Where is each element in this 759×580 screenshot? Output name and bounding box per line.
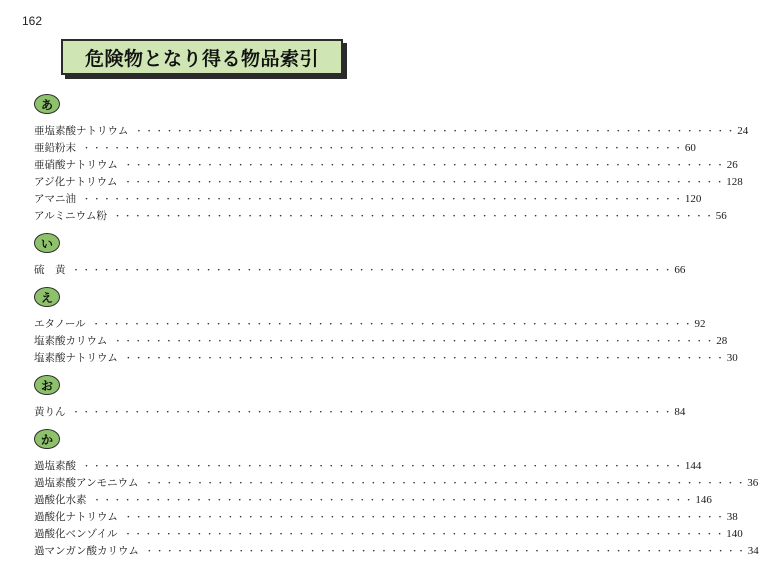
index-entry <box>34 492 712 509</box>
entry-page-number: 26 <box>726 159 738 171</box>
entry-name: 亜鉛粉末 <box>34 142 76 154</box>
index-entry <box>34 191 702 208</box>
entry-page-number: 140 <box>726 528 743 540</box>
index-section <box>34 287 738 367</box>
dot-leader: ・・・・・・・・・・・・・・・・・・・・・・・・・・・・・・・・・・・・・・・・・・・・・・・・・・・・・・・・・・・ <box>82 144 684 154</box>
entry-name: 亜塩素酸ナトリウム <box>34 125 129 137</box>
index-entry <box>34 208 727 225</box>
entry-name: 過塩素酸 <box>34 460 76 472</box>
title-box <box>61 39 343 75</box>
dot-leader: ・・・・・・・・・・・・・・・・・・・・・・・・・・・・・・・・・・・・・・・・・・・・・・・・・・・・・・・・・・・ <box>123 530 726 540</box>
entry-name: 硫 黄 <box>34 264 66 276</box>
entry-name: 過塩素酸アンモニウム <box>34 477 139 489</box>
dot-leader: ・・・・・・・・・・・・・・・・・・・・・・・・・・・・・・・・・・・・・・・・・・・・・・・・・・・・・・・・・・・ <box>134 127 737 137</box>
index-entry <box>34 316 706 333</box>
dot-leader: ・・・・・・・・・・・・・・・・・・・・・・・・・・・・・・・・・・・・・・・・・・・・・・・・・・・・・・・・・・・ <box>144 479 747 489</box>
entry-name: アルミニウム粉 <box>34 210 107 222</box>
dot-leader: ・・・・・・・・・・・・・・・・・・・・・・・・・・・・・・・・・・・・・・・・・・・・・・・・・・・・・・・・・・・ <box>123 354 726 364</box>
entry-name: アマニ油 <box>34 193 76 205</box>
entry-page-number: 36 <box>747 477 759 489</box>
index-section <box>34 94 749 225</box>
dot-leader: ・・・・・・・・・・・・・・・・・・・・・・・・・・・・・・・・・・・・・・・・・・・・・・・・・・・・・・・・・・・ <box>71 408 674 418</box>
entry-page-number: 56 <box>715 210 727 222</box>
index-entry <box>34 458 702 475</box>
entry-name: アジ化ナトリウム <box>34 176 118 188</box>
entry-name: 塩素酸ナトリウム <box>34 352 118 364</box>
dot-leader: ・・・・・・・・・・・・・・・・・・・・・・・・・・・・・・・・・・・・・・・・・・・・・・・・・・・・・・・・・・・ <box>113 337 716 347</box>
dot-leader: ・・・・・・・・・・・・・・・・・・・・・・・・・・・・・・・・・・・・・・・・・・・・・・・・・・・・・・・・・・・ <box>123 161 726 171</box>
index-entry <box>34 333 728 350</box>
entry-page-number: 92 <box>694 318 706 330</box>
entry-page-number: 144 <box>684 460 702 472</box>
index-entry <box>34 350 738 367</box>
dot-leader: ・・・・・・・・・・・・・・・・・・・・・・・・・・・・・・・・・・・・・・・・・・・・・・・・・・・・・・・・・・・ <box>123 513 726 523</box>
entry-page-number: 60 <box>684 142 696 154</box>
index-entry <box>34 543 759 560</box>
entry-name: 塩素酸カリウム <box>34 335 108 347</box>
entry-name: 黄りん <box>34 406 66 418</box>
entry-page-number: 66 <box>674 264 686 276</box>
index-section <box>34 233 686 279</box>
entry-page-number: 38 <box>726 511 738 523</box>
index-entry <box>34 509 738 526</box>
kana-heading-badge: か <box>34 429 60 449</box>
index-entry <box>34 526 743 543</box>
dot-leader: ・・・・・・・・・・・・・・・・・・・・・・・・・・・・・・・・・・・・・・・・・・・・・・・・・・・・・・・・・・・ <box>92 496 695 506</box>
index-section <box>34 375 686 421</box>
entry-name: エタノール <box>34 318 86 330</box>
entry-page-number: 24 <box>737 125 749 137</box>
index-entry <box>34 140 696 157</box>
index-title-frame <box>61 39 343 75</box>
kana-heading-badge: え <box>34 287 60 307</box>
entry-page-number: 84 <box>674 406 686 418</box>
entry-page-number: 34 <box>747 545 759 557</box>
entry-name: 過酸化ナトリウム <box>34 511 118 523</box>
dot-leader: ・・・・・・・・・・・・・・・・・・・・・・・・・・・・・・・・・・・・・・・・・・・・・・・・・・・・・・・・・・・ <box>112 212 715 222</box>
entry-page-number: 28 <box>716 335 728 347</box>
kana-heading-badge: あ <box>34 94 60 114</box>
page-title: 危険物となり得る物品索引 <box>84 47 319 70</box>
index-entry <box>34 123 749 140</box>
kana-heading-badge: い <box>34 233 60 253</box>
index-sections <box>34 94 759 568</box>
kana-heading-badge: お <box>34 375 60 395</box>
index-entry <box>34 404 686 421</box>
index-entry <box>34 262 686 279</box>
dot-leader: ・・・・・・・・・・・・・・・・・・・・・・・・・・・・・・・・・・・・・・・・・・・・・・・・・・・・・・・・・・・ <box>82 195 684 205</box>
entry-name: 過酸化ベンゾイル <box>34 528 118 540</box>
entry-name: 過酸化水素 <box>34 494 87 506</box>
dot-leader: ・・・・・・・・・・・・・・・・・・・・・・・・・・・・・・・・・・・・・・・・・・・・・・・・・・・・・・・・・・・ <box>123 178 726 188</box>
entry-page-number: 120 <box>684 193 702 205</box>
entry-name: 過マンガン酸カリウム <box>34 545 139 557</box>
entry-name: 亜硝酸ナトリウム <box>34 159 118 171</box>
entry-page-number: 30 <box>726 352 738 364</box>
page-number: 162 <box>22 14 43 28</box>
index-entry <box>34 157 738 174</box>
index-section <box>34 429 759 560</box>
entry-page-number: 146 <box>695 494 712 506</box>
dot-leader: ・・・・・・・・・・・・・・・・・・・・・・・・・・・・・・・・・・・・・・・・・・・・・・・・・・・・・・・・・・・ <box>82 462 684 472</box>
dot-leader: ・・・・・・・・・・・・・・・・・・・・・・・・・・・・・・・・・・・・・・・・・・・・・・・・・・・・・・・・・・・ <box>144 547 747 557</box>
dot-leader: ・・・・・・・・・・・・・・・・・・・・・・・・・・・・・・・・・・・・・・・・・・・・・・・・・・・・・・・・・・・ <box>71 266 674 276</box>
entry-page-number: 128 <box>726 176 743 188</box>
index-entry <box>34 174 743 191</box>
dot-leader: ・・・・・・・・・・・・・・・・・・・・・・・・・・・・・・・・・・・・・・・・・・・・・・・・・・・・・・・・・・・ <box>91 320 694 330</box>
index-entry <box>34 475 759 492</box>
